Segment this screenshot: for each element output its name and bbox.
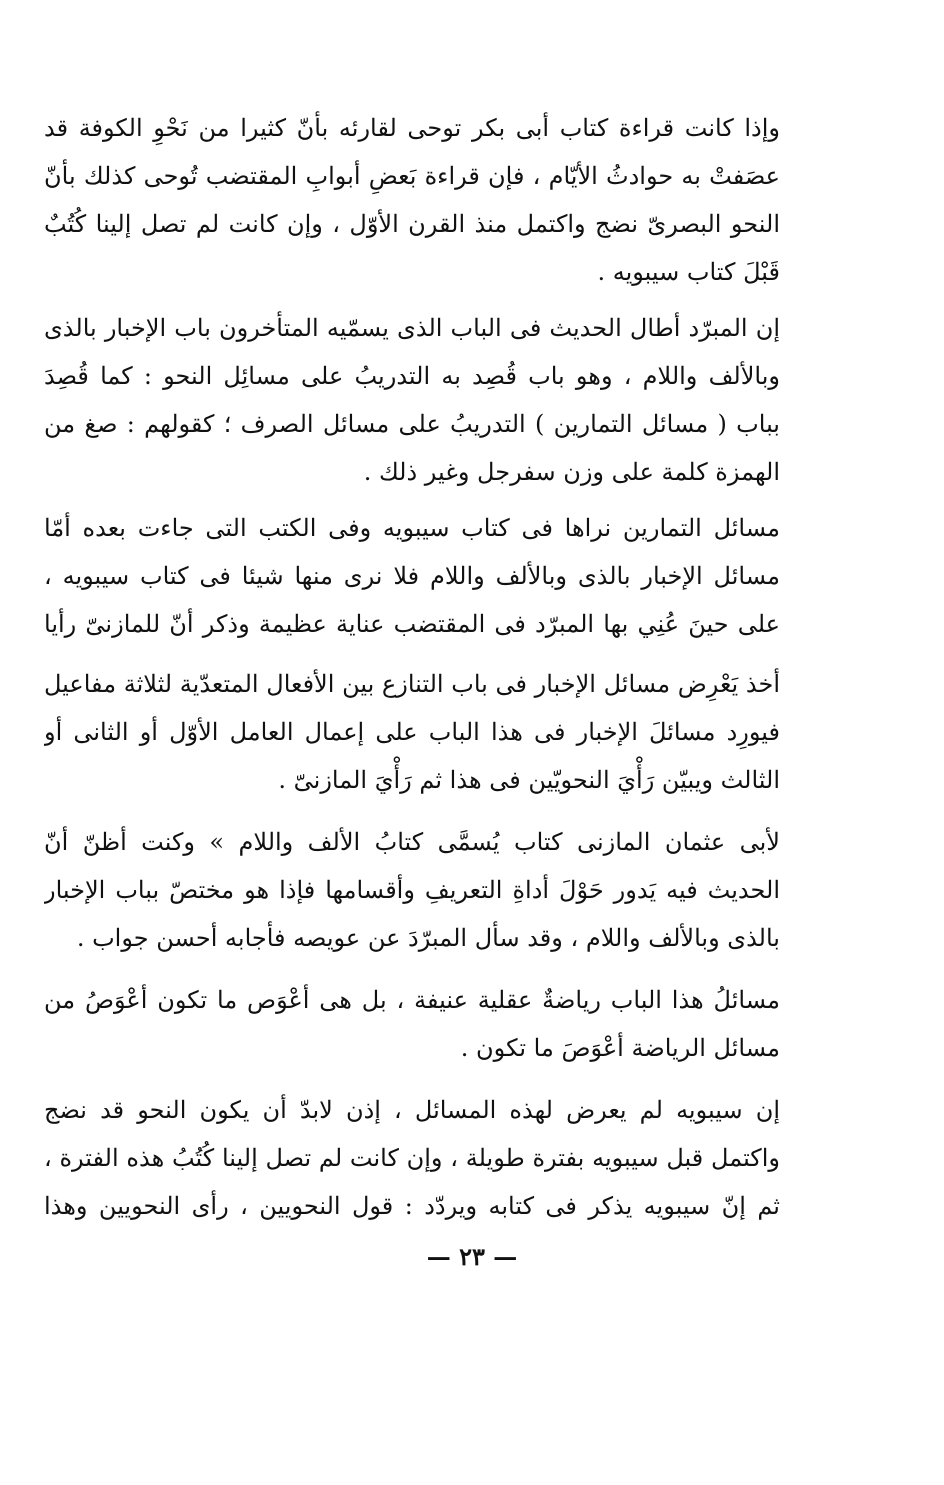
paragraph-3: مسائل التمارين نراها فى كتاب سيبويه وفى الكتب التى جاءت بعده أمّا مسائل الإخبار بالذى وبالألف واللام فلا نرى منها شيئا فى كتاب سيبويه ، على حينَ عُنِي بها المبرّد فى المقتضب عناية عظيمة وذكر أنّ للمازنىّ رأيا [44, 514, 780, 638]
paragraph-2: إن المبرّد أطال الحديث فى الباب الذى يسمّيه المتأخرون باب الإخبار بالذى وبالألف واللام ، وهو باب قُصِد به التدريبُ على مسائِل النحو : كما قُصِدَ بباب ( مسائل التمارين ) التدريبُ على مسائل الصرف ؛ كقولهم : صغ من الهمزة كلمة على وزن سفرجل وغير ذلك . [44, 314, 780, 486]
paragraph-4: أخذ يَعْرِض مسائل الإخبار فى باب التنازع بين الأفعال المتعدّية لثلاثة مفاعيل فيورِد مسائلَ الإخبار فى هذا الباب على إعمال العامل الأوّل أو الثانى أو الثالث ويبيّن رَأْيَ النحويّين فى هذا ثم رَأْيَ المازنىّ . [44, 670, 780, 794]
page-number: — ٢٣ — [426, 1242, 518, 1271]
paragraph-1: وإذا كانت قراءة كتاب أبى بكر توحى لقارئه بأنّ كثيرا من نَحْوِ الكوفة قد عصَفتْ به حوادثُ الأيّام ، فإن قراءة بَعضِ أبوابِ المقتضب تُوحى كذلك بأنّ النحو البصرىّ نضج واكتمل منذ القرن الأوّل ، وإن كانت لم تصل إلينا كُتُبٌ قَبْلَ كتاب سيبويه . [44, 114, 780, 286]
paragraph-5: لأبى عثمان المازنى كتاب يُسمَّى كتابُ الألف واللام » وكنت أظنّ أنّ الحديث فيه يَدور حَوْلَ أداةِ التعريفِ وأقسامها فإذا هو مختصّ بباب الإخبار بالذى وبالألف واللام ، وقد سأل المبرّدَ عن عويصه فأجابه أحسن جواب . [44, 828, 780, 952]
paragraph-6: مسائلُ هذا الباب رياضةٌ عقلية عنيفة ، بل هى أعْوَص ما تكون أعْوَصُ من مسائل الرياضة أعْوَصَ ما تكون . [44, 986, 780, 1062]
paragraph-7: إن سيبويه لم يعرض لهذه المسائل ، إذن لابدّ أن يكون النحو قد نضج واكتمل قبل سيبويه بفترة طويلة ، وإن كانت لم تصل إلينا كُتُبُ هذه الفترة ، ثم إنّ سيبويه يذكر فى كتابه ويردّد : قول النحويين ، رأى النحويين وهذا [44, 1096, 780, 1220]
